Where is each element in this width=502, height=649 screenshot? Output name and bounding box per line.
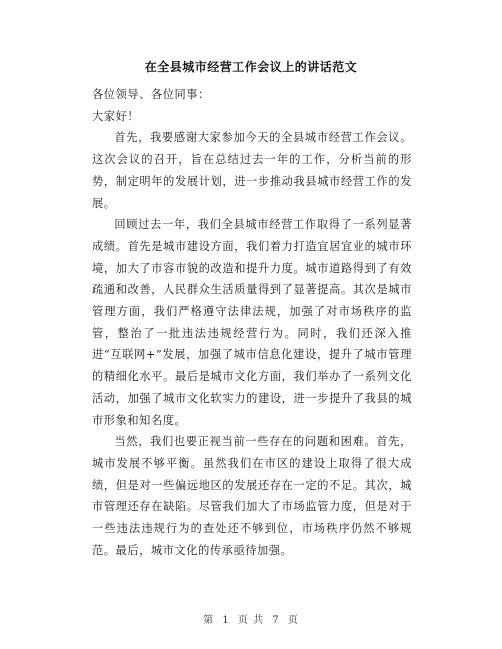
page-number: 1 [222,615,230,626]
greeting: 大家好！ [92,109,140,123]
footer-suffix: 页 [287,615,299,626]
paragraph-3: 当然，我们也要正视当前一些存在的问题和困难。首先，城市发展不够平衡。虽然我们在市区的建设上取得了很大成绩，但是对一些偏远地区的发展还存在一定的不足。其次，城市管理还存在缺陷。尽管我们加大了市场监管力度，但是对于一些违法违规行为的查处还不够到位，市场秩序仍然不够规范。最后，城市文化的传承亟待加强。 [92,435,412,557]
salutation: 各位领导、各位同事： [92,88,210,101]
document-body [92,84,412,561]
paragraph-1: 首先，我要感谢大家参加今天的全县城市经营工作会议。这次会议的召开，旨在总结过去一年的工作，分析当前的形势，制定明年的发展计划，进一步推动我县城市经营工作的发展。 [92,131,412,210]
document-title: 在全县城市经营工作会议上的讲话范文 [144,60,358,74]
page-total: 7 [272,615,280,626]
footer-prefix: 第 [203,615,215,626]
footer-middle: 页 共 [237,615,265,626]
page-footer [0,611,502,626]
paragraph-2: 回顾过去一年，我们全县城市经营工作取得了一系列显著成绩。首先是城市建设方面，我们着力打造宜居宜业的城市环境，加大了市容市貌的改造和提升力度。城市道路得到了有效疏通和改善，人民群众生活质量得到了显著提高。其次是城市管理方面，我们严格遵守法律法规，加强了对市场秩序的监管，整治了一批违法违规经营行为。同时，我们还深入推进“互联网+”发展，加强了城市信息化建设，提升了城市管理的精细化水平。最后是城市文化方面，我们举办了一系列文化活动，加强了城市文化软实力的建设，进一步提升了我县的城市形象和知名度。 [92,218,412,427]
